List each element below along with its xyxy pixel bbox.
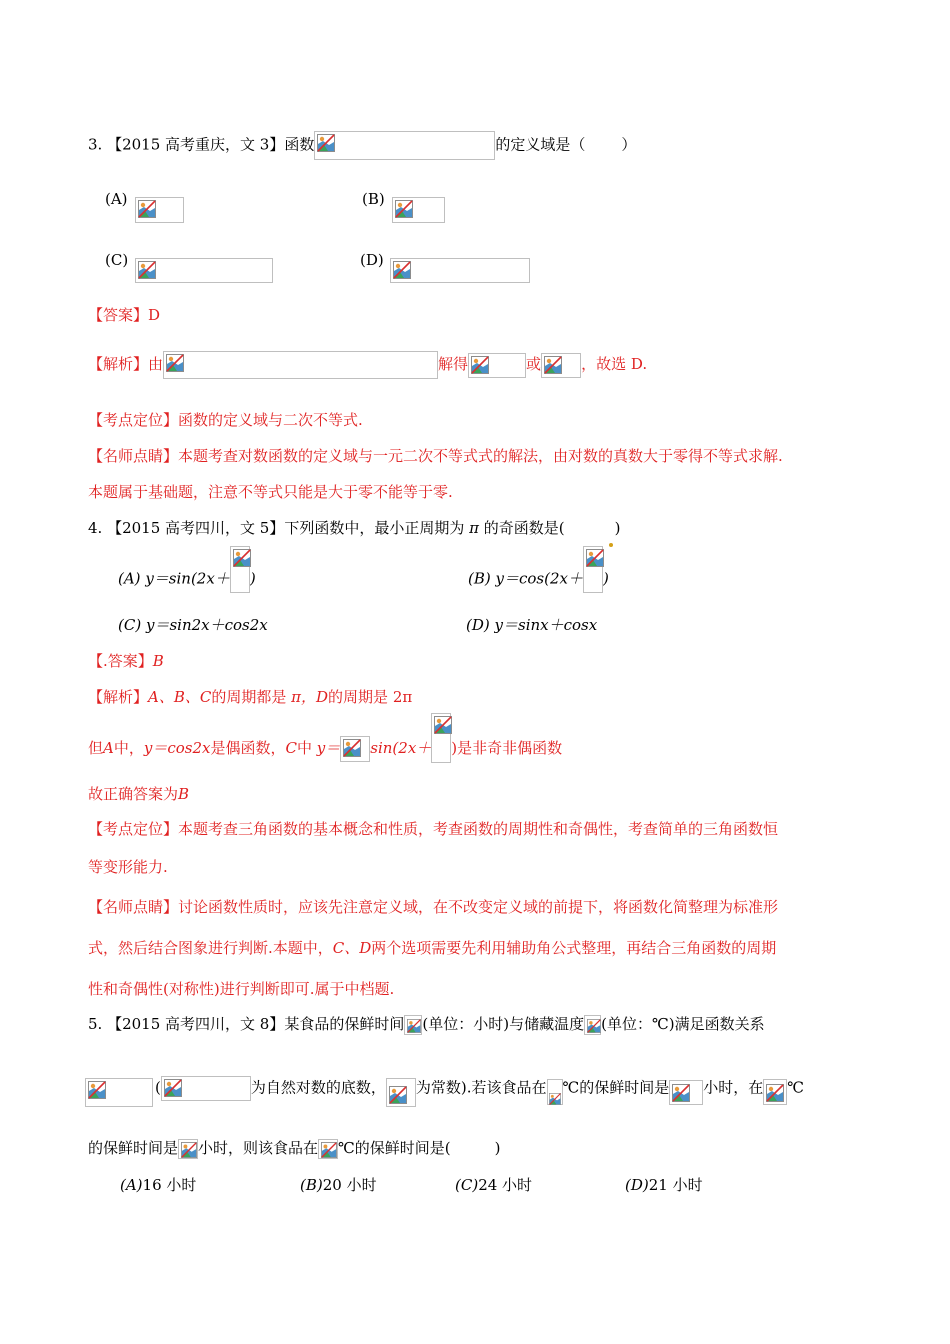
stem-text: 的奇函数是( (483, 519, 565, 537)
question-number: 3. (88, 135, 103, 154)
stem-text: ℃ (787, 1078, 805, 1097)
analysis-text: sin(2x＋ (370, 739, 432, 757)
q5-option-d (625, 1175, 703, 1195)
analysis-text: 中 (296, 739, 312, 757)
option-expr: y＝sin2x＋cos2x (145, 616, 268, 634)
kaodian-text: 函数的定义域与二次不等式. (178, 411, 363, 429)
broken-image-icon (317, 134, 335, 152)
option-label: (D) (360, 251, 384, 269)
mingshi-text: 本题考查对数函数的定义域与一元二次不等式式的解法，由对数的真数大于零得不等式求解. (178, 447, 783, 465)
broken-image-icon (549, 1090, 561, 1102)
q5-option-b (300, 1175, 377, 1195)
formula-image (386, 1078, 416, 1107)
broken-image-glyph (393, 261, 411, 279)
stem-text: ） (621, 135, 637, 154)
analysis-text: 的周期是 2π (328, 688, 413, 706)
q3-mingshi-line2 (88, 482, 453, 502)
analysis-text: C (285, 739, 297, 757)
stem-text: ℃的保鲜时间是( (338, 1139, 451, 1157)
broken-image-glyph (586, 549, 604, 567)
formula-image (230, 546, 250, 593)
analysis-text: y＝cos2x (143, 739, 211, 757)
option-label: (B) (468, 569, 491, 588)
question-source: 【2015 高考四川，文 5】 (107, 519, 285, 537)
stem-text: 的保鲜时间是 (88, 1139, 179, 1157)
q4-analysis-line2 (88, 735, 562, 763)
mingshi-text: 式，然后结合图象进行判断.本题中， (88, 939, 333, 957)
broken-image-glyph (395, 200, 413, 218)
q4-mingshi-line1 (88, 897, 778, 917)
broken-image-glyph (587, 1019, 601, 1033)
question-source: 【2015 高考重庆，文 3】 (107, 135, 285, 154)
formula-image (468, 353, 526, 378)
broken-image-icon (395, 200, 413, 218)
analysis-text: ，故选 D. (581, 355, 648, 373)
analysis-text: )是非奇非偶函数 (451, 739, 563, 757)
formula-image (340, 736, 370, 762)
q4-kaodian-line1 (88, 819, 778, 839)
broken-image-glyph (181, 1142, 197, 1158)
broken-image-icon (471, 356, 489, 374)
q4-mingshi-line3 (88, 979, 394, 999)
broken-image-glyph (343, 739, 361, 757)
analysis-text: 或 (526, 355, 542, 373)
q3-kaodian (88, 410, 363, 430)
stem-text: (单位：小时)与储藏温度 (422, 1015, 585, 1033)
option-label: (D) (625, 1176, 649, 1194)
option-value: 24 小时 (478, 1176, 533, 1194)
formula-image (318, 1139, 338, 1159)
mingshi-label: 【名师点睛】 (88, 447, 179, 465)
formula-image (178, 1139, 198, 1159)
analysis-text: 的周期都是 (211, 688, 287, 706)
q5-stem-line3 (88, 1138, 501, 1159)
question-source: 【2015 高考四川，文 8】 (107, 1015, 285, 1033)
analysis-text: 是偶函数， (210, 739, 286, 757)
broken-image-icon (88, 1081, 106, 1099)
analysis-text: A (103, 739, 114, 757)
analysis-text: 中， (113, 739, 144, 757)
broken-image-icon (233, 549, 251, 567)
stem-text: 为自然对数的底数， (250, 1078, 386, 1097)
pi-symbol: π (469, 519, 480, 537)
analysis-text: 故正确答案为 (88, 785, 179, 803)
broken-image-glyph (164, 1079, 182, 1097)
option-label: (D) (466, 616, 490, 634)
broken-image-glyph (233, 549, 251, 567)
stem-text: 小时，则该食品在 (198, 1139, 319, 1157)
q5-stem-line2 (155, 1076, 804, 1107)
q5-option-a (120, 1175, 196, 1195)
broken-image-icon (586, 549, 604, 567)
broken-image-icon (343, 739, 361, 757)
analysis-label: 【解析】 (88, 355, 149, 373)
q4-answer (88, 651, 164, 671)
broken-image-glyph (549, 1093, 561, 1105)
broken-image-icon (321, 1142, 337, 1158)
q4-option-a (118, 566, 256, 593)
stem-text: (单位：℃)满足函数关系 (601, 1015, 765, 1033)
q4-stem (88, 518, 621, 538)
analysis-text: B (178, 785, 190, 803)
q4-option-d (466, 615, 597, 635)
formula-image (163, 351, 438, 379)
answer-value: B (152, 652, 164, 670)
formula-image (135, 258, 273, 283)
option-label: (C) (455, 1176, 479, 1194)
option-expr: ) (249, 569, 256, 588)
q5-stem-line1 (88, 1014, 765, 1035)
broken-image-icon (393, 261, 411, 279)
answer-label: 【答案】 (88, 306, 149, 324)
option-expr: y＝sin(2x＋ (145, 569, 230, 588)
formula-image (390, 258, 530, 283)
formula-image (763, 1079, 787, 1105)
option-label: (A) (118, 569, 141, 588)
kaodian-label: 【考点定位】 (88, 411, 179, 429)
option-expr: y＝sinx＋cosx (494, 616, 598, 634)
broken-image-glyph (138, 200, 156, 218)
formula-image (135, 197, 184, 223)
q3-option-c (105, 250, 128, 270)
q3-option-b (362, 189, 385, 209)
option-label: (A) (105, 190, 128, 208)
q3-stem (88, 131, 636, 160)
broken-image-glyph (138, 261, 156, 279)
broken-image-icon (138, 200, 156, 218)
kaodian-text: 等变形能力. (88, 858, 168, 876)
mingshi-text: 两个选项需要先利用辅助角公式整理，再结合三角函数的周期 (371, 939, 777, 957)
stem-text: 的定义域是（ (495, 135, 586, 154)
q3-option-d (360, 250, 384, 270)
q5-option-c (455, 1175, 532, 1195)
analysis-text: A、B、C (148, 688, 212, 706)
broken-image-icon (164, 1079, 182, 1097)
broken-image-icon (587, 1018, 601, 1032)
formula-image (85, 1078, 153, 1107)
answer-value: D (148, 306, 161, 324)
answer-label: 【.答案】 (88, 652, 153, 670)
mingshi-text: C、D (332, 939, 372, 957)
broken-image-glyph (407, 1019, 421, 1033)
mingshi-text: 性和奇偶性(对称性)进行判断即可.属于中档题. (88, 980, 395, 998)
q3-answer (88, 305, 160, 325)
formula-image (392, 197, 445, 223)
broken-image-glyph (317, 134, 335, 152)
q4-option-c (118, 615, 268, 635)
mingshi-label: 【名师点睛】 (88, 898, 179, 916)
stem-text: 为常数).若该食品在 (415, 1078, 547, 1097)
q3-mingshi-line1 (88, 446, 783, 466)
option-value: 21 小时 (648, 1176, 703, 1194)
question-number: 4. (88, 519, 103, 537)
stem-text: 函数 (284, 135, 315, 154)
mingshi-text: 讨论函数性质时，应该先注意定义域，在不改变定义域的前提下，将函数化简整理为标准形 (178, 898, 779, 916)
option-label: (B) (362, 190, 385, 208)
broken-image-glyph (672, 1084, 690, 1102)
formula-image (161, 1076, 251, 1101)
broken-image-glyph (166, 354, 184, 372)
kaodian-label: 【考点定位】 (88, 820, 179, 838)
broken-image-glyph (88, 1081, 106, 1099)
broken-image-icon (407, 1018, 421, 1032)
q4-analysis-line3 (88, 784, 189, 804)
kaodian-text: 本题考查三角函数的基本概念和性质，考查函数的周期性和奇偶性，考查简单的三角函数恒 (178, 820, 779, 838)
formula-image (541, 353, 581, 378)
broken-image-icon (389, 1086, 407, 1104)
broken-image-glyph (321, 1142, 337, 1158)
formula-image (404, 1015, 422, 1035)
q4-analysis (88, 687, 412, 707)
broken-image-glyph (434, 716, 452, 734)
option-label: (A) (120, 1176, 143, 1194)
option-label: (C) (105, 251, 129, 269)
stem-text: 某食品的保鲜时间 (284, 1015, 405, 1033)
stem-text: 下列函数中，最小正周期为 (284, 519, 465, 537)
formula-image (669, 1080, 703, 1105)
formula-image (584, 1015, 601, 1035)
broken-image-glyph (471, 356, 489, 374)
stem-text: ℃的保鲜时间是 (562, 1078, 670, 1097)
dot-mark (609, 543, 613, 547)
option-label: (C) (118, 616, 142, 634)
question-number: 5. (88, 1015, 103, 1033)
q4-kaodian-line2 (88, 857, 168, 877)
q3-analysis (88, 351, 647, 379)
q4-mingshi-line2 (88, 938, 776, 958)
stem-text: ( (155, 1078, 161, 1097)
analysis-text: y＝ (316, 739, 341, 757)
broken-image-icon (544, 356, 562, 374)
option-value: 16 小时 (142, 1176, 197, 1194)
formula-image (583, 546, 603, 593)
formula-image (314, 131, 495, 160)
broken-image-icon (166, 354, 184, 372)
analysis-text: D (316, 688, 329, 706)
broken-image-icon (672, 1084, 690, 1102)
analysis-text: 由 (148, 355, 164, 373)
broken-image-glyph (544, 356, 562, 374)
broken-image-glyph (389, 1086, 407, 1104)
broken-image-icon (434, 716, 452, 734)
broken-image-icon (766, 1084, 784, 1102)
analysis-text: 但 (88, 739, 104, 757)
option-value: 20 小时 (322, 1176, 377, 1194)
option-expr: y＝cos(2x＋ (495, 569, 583, 588)
option-label: (B) (300, 1176, 323, 1194)
formula-image (547, 1079, 563, 1105)
option-expr: ) (602, 569, 609, 588)
analysis-text: π， (291, 688, 317, 706)
stem-text: 小时，在 (703, 1078, 764, 1097)
formula-image (431, 713, 451, 763)
analysis-text: 解得 (438, 355, 469, 373)
mingshi-text: 本题属于基础题，注意不等式只能是大于零不能等于零. (88, 483, 453, 501)
stem-text: ) (494, 1139, 501, 1157)
q3-option-a (105, 189, 128, 209)
broken-image-glyph (766, 1084, 784, 1102)
analysis-label: 【解析】 (88, 688, 149, 706)
broken-image-icon (181, 1142, 197, 1158)
stem-text: ) (614, 519, 621, 537)
q4-option-b (468, 566, 609, 593)
broken-image-icon (138, 261, 156, 279)
